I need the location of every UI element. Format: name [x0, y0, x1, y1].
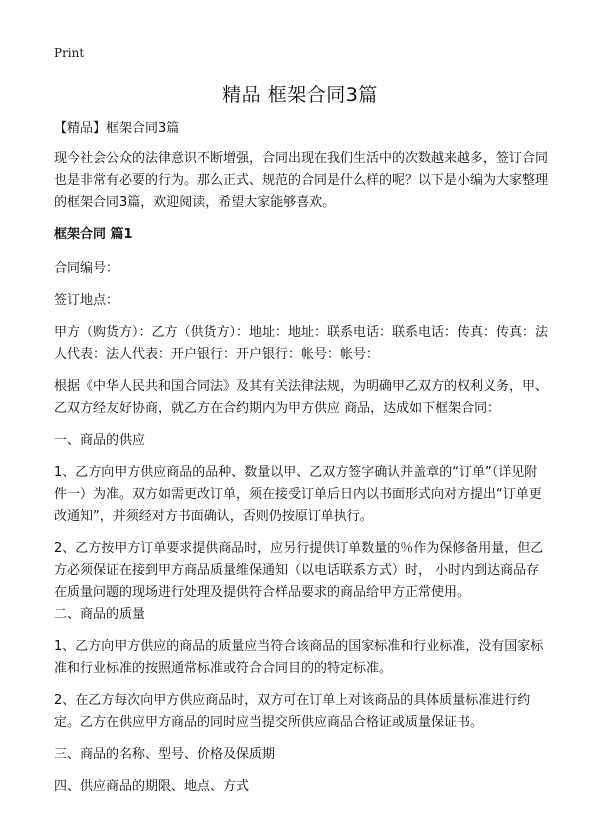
clause-1-title: 一、商品的供应: [54, 433, 146, 448]
document-body: [54, 118, 550, 808]
intro-paragraph: 现今社会公众的法律意识不断增强，合同出现在我们生活中的次数越来越多，签订合同也是非常有必要的行为。那么正式、规范的合同是什么样的呢？以下是小编为大家整理的框架合同3篇，欢迎阅读，希望大家能够喜欢。: [54, 151, 549, 210]
parties-paragraph: 甲方（购货方）：乙方（供货方）：地址：地址：联系电话：联系电话：传真：传真：法人代表：法人代表：开户银行：开户银行：帐号：帐号：: [54, 325, 549, 362]
clause-2-title: 二、商品的质量: [54, 607, 146, 622]
document-subtitle: 【精品】框架合同3篇: [54, 121, 180, 136]
clause-3-title: 三、商品的名称、型号、价格及保质期: [54, 747, 276, 762]
page-title: 精品 框架合同3篇: [222, 84, 378, 106]
contract-number-field: 合同编号：: [54, 261, 120, 276]
sign-place-field: 签订地点：: [54, 293, 120, 308]
basis-paragraph: 根据《中华人民共和国合同法》及其有关法律法规，为明确甲乙双方的权利义务，甲、乙双方经友好协商，就乙方在合约期内为甲方供应 商品，达成如下框架合同：: [54, 379, 549, 416]
clause-2-paragraph-1: 1、乙方向甲方供应的商品的质量应当符合该商品的国家标准和行业标准，没有国家标准和行业标准的按照通常标准或符合合同目的的特定标准。: [54, 639, 544, 676]
print-label: Print: [54, 46, 85, 60]
section-heading: 框架合同 篇1: [54, 227, 133, 242]
clause-1-paragraph-1: 1、乙方向甲方供应商品的品种、数量以甲、乙双方签字确认并盖章的“订单”（详见附件一）为准。双方如需更改订单，须在接受订单后日内以书面形式向对方提出“订单更改通知”，并须经对方书面确认，否则仍按原订单执行。: [54, 465, 542, 524]
clause-2-paragraph-2: 2、在乙方每次向甲方供应商品时，双方可在订单上对该商品的具体质量标准进行约定。乙方在供应甲方商品的同时应当提交所供应商品合格证或质量保证书。: [54, 693, 531, 730]
clause-1-paragraph-2: 2、乙方按甲方订单要求提供商品时，应另行提供订单数量的％作为保修备用量，但乙方必须保证在接到甲方商品质量维保通知（以电话联系方式）时， 小时内到达商品存在质量问题的现场进行处理及提供符合样品要求的商品给甲方正常使用。: [54, 541, 544, 600]
clause-4-title: 四、供应商品的期限、地点、方式: [54, 779, 250, 794]
